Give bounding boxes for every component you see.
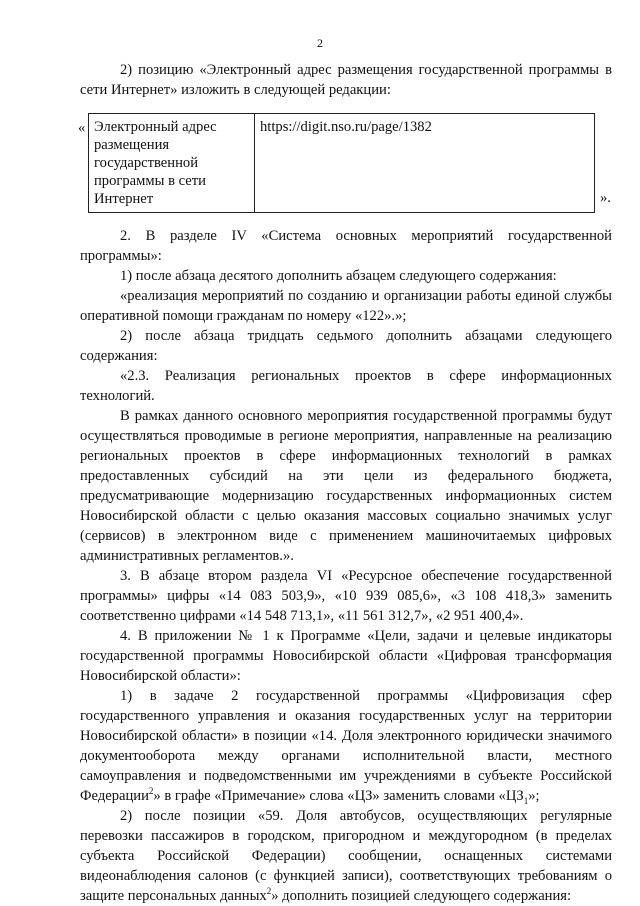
paragraph-section-iv: 2. В разделе IV «Система основных мероприятий государственной программы»: xyxy=(80,228,612,264)
table-close-quote: ». xyxy=(600,190,611,206)
page-number: 2 xyxy=(317,36,323,50)
footnote-mark: 2 xyxy=(148,786,154,797)
position-label-cell: Электронный адрес размещения государственной программы в сети Интернет xyxy=(89,114,255,213)
paragraph-task-2: 1) в задаче 2 государственной программы «Цифровизация сфер государственного управления и оказания государственных услуг на территории Новосибирской области» в позиции «14. Доля электронного юридически значимого документооборота между органами исполнительной власти, местного самоуправления и подведомственными им учреждениями в субъекте Российской Федерации$^2$» в графе «Примечание» слова «ЦЗ» заменить словами «$ЦЗ_1$»; xyxy=(80,688,612,806)
paragraph-appendix-1: 4. В приложении № 1 к Программе «Цели, задачи и целевые индикаторы государственной программы Новосибирской области «Цифровая трансформация Новосибирской области»: xyxy=(80,628,612,684)
paragraph-2-3: «2.3. Реализация региональных проектов в сфере информационных технологий. xyxy=(80,368,612,404)
footnote-mark: 2 xyxy=(266,886,272,897)
intro-paragraph: 2) позицию «Электронный адрес размещения государственной программы в сети Интернет» изложить в следующей редакции: xyxy=(80,62,612,98)
table-row xyxy=(89,114,595,213)
intro-block xyxy=(80,60,612,100)
paragraph-section-vi: 3. В абзаце втором раздела VI «Ресурсное обеспечение государственной программы» цифры «14 083 503,9», «10 939 085,6», «3 108 418,3» заменить соответственно цифрами «14 548 713,1», «11 561 312,7», «2 951 400,4». xyxy=(80,568,612,624)
paragraph-quote-122: «реализация мероприятий по созданию и организации работы единой службы оперативной помощи гражданам по номеру «122».»; xyxy=(80,288,612,324)
paragraph-position-59: 2) после позиции «59. Доля автобусов, осуществляющих регулярные перевозки пассажиров в городском, пригородном и междугородном (в пределах субъекта Российской Федерации) сообщении, оснащенных системами видеонаблюдения салонов (с функцией записи), соответствующих требованиям о защите персональных данных$^2$» дополнить позицией следующего содержания: xyxy=(80,808,612,904)
table-open-quote: « xyxy=(78,120,86,136)
body-text xyxy=(80,226,612,906)
subscript-mark: 1 xyxy=(523,795,529,806)
paragraph-regional-projects: В рамках данного основного мероприятия государственной программы будут осуществляться проводимые в регионе мероприятия, направленные на реализацию региональных проектов в сфере информационных технологий в рамках предоставленных субсидий на эти цели из федерального бюджета, предусматривающие модернизацию государственных информационных систем Новосибирской области с целью оказания массовых социально значимых услуг (сервисов) в электронном виде с применением машиночитаемых цифровых административных регламентов.». xyxy=(80,408,612,564)
paragraph-item-2: 2) после абзаца тридцать седьмого дополнить абзацами следующего содержания: xyxy=(80,328,612,364)
position-table xyxy=(88,113,595,213)
paragraph-item-1: 1) после абзаца десятого дополнить абзацем следующего содержания: xyxy=(120,268,557,284)
position-value-cell: https://digit.nso.ru/page/1382 xyxy=(255,114,595,213)
